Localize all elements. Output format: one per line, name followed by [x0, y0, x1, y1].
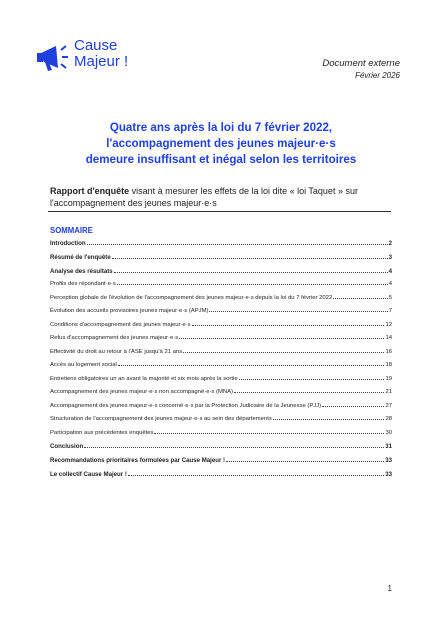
toc-leader-dots [192, 325, 385, 326]
toc-entry-page: 12 [385, 322, 392, 328]
toc-leader-dots [234, 392, 384, 393]
toc-entry[interactable] [50, 281, 392, 288]
toc-entry[interactable] [50, 308, 392, 315]
toc-entry-label: Analyse des résultats [50, 268, 113, 275]
logo [36, 38, 146, 78]
toc-entry-page: 31 [385, 443, 392, 450]
toc-entry-page: 19 [385, 376, 392, 382]
toc-entry-page: 18 [385, 362, 392, 368]
toc-entry[interactable] [50, 416, 392, 423]
toc-leader-dots [154, 433, 384, 434]
megaphone-icon [36, 42, 70, 72]
toc-entry-label: Le collectif Cause Majeur ! [50, 471, 127, 478]
toc-entry[interactable] [50, 254, 392, 261]
toc-entry-label: Accompagnement des jeunes majeur·e·s non accompagné·e·s (MNA) [50, 389, 234, 395]
summary-heading: SOMMAIRE [50, 226, 93, 235]
toc-entry-page: 4 [388, 268, 392, 275]
toc-leader-dots [117, 284, 388, 285]
toc-entry[interactable] [50, 443, 392, 450]
toc-entry-label: Résumé de l'enquête [50, 254, 111, 261]
toc-entry-label: Conditions d'accompagnement des jeunes majeur·e·s [50, 322, 191, 328]
toc-entry-page: 27 [385, 403, 392, 409]
toc-leader-dots [322, 406, 384, 407]
toc-entry-label: Structuration de l'accompagnement des jeunes majeur·e·s au sein des départements [50, 416, 272, 422]
report-intro [50, 185, 390, 209]
toc-entry-page: 16 [385, 349, 392, 355]
toc-entry[interactable] [50, 471, 392, 478]
toc-entry-label: Entretiens obligatoires un an avant la majorité et six mois après la sortie [50, 376, 238, 382]
toc-entry[interactable] [50, 240, 392, 247]
document-date: Février 2026 [355, 71, 400, 80]
toc-leader-dots [84, 447, 384, 448]
toc-entry[interactable] [50, 322, 392, 329]
toc-entry-page: 33 [385, 457, 392, 464]
title-line-1: Quatre ans après la loi du 7 février 2022, [109, 121, 333, 134]
toc-leader-dots [114, 272, 388, 273]
toc-leader-dots [87, 244, 388, 245]
toc-entry-page: 14 [385, 335, 392, 341]
toc-entry[interactable] [50, 268, 392, 275]
toc-entry-page: 5 [388, 295, 392, 301]
toc-entry-label: Conclusion [50, 443, 84, 450]
document-type: Document externe [322, 58, 400, 69]
page-number: 1 [387, 584, 392, 593]
toc-entry[interactable] [50, 349, 392, 356]
toc-leader-dots [112, 258, 388, 259]
toc-leader-dots [128, 475, 384, 476]
toc-entry-label: Accompagnement des jeunes majeur·e·s concerné·e·s par la Protection Judiciaire de la Jeunesse (PJJ) [50, 403, 322, 409]
toc-leader-dots [183, 352, 384, 353]
toc-entry-label: Perception globale de l'évolution de l'accompagnement des jeunes majeur·e·s depuis la loi du 7 février 2022 [50, 295, 333, 301]
toc-leader-dots [273, 419, 385, 420]
toc-entry-page: 4 [388, 281, 392, 287]
toc-entry-page: 3 [388, 254, 392, 261]
toc-entry-page: 28 [385, 416, 392, 422]
toc-entry-label: Refus d'accompagnement des jeunes majeur·e·s [50, 335, 179, 341]
toc-entry[interactable] [50, 362, 392, 369]
toc-entry[interactable] [50, 335, 392, 342]
toc-leader-dots [333, 298, 387, 299]
title-line-3: demeure insuffisant et inégal selon les territoires [85, 153, 357, 166]
toc-entry-page: 30 [385, 430, 392, 436]
toc-entry[interactable] [50, 430, 392, 437]
toc-entry-page: 7 [388, 308, 392, 314]
intro-line-2: l'accompagnement des jeunes majeur·e·s [50, 198, 217, 208]
toc-entry-label: Profils des répondant·e·s [50, 281, 116, 287]
toc-entry-label: Effectivité du droit au retour à l'ASE jusqu'à 21 ans [50, 349, 183, 355]
toc-leader-dots [226, 461, 384, 462]
title-line-2: l'accompagnement des jeunes majeur·e·s [106, 137, 336, 150]
toc-entry-page: 33 [385, 471, 392, 478]
toc-entry-label: Recommandations prioritaires formulées par Cause Majeur ! [50, 457, 226, 464]
toc-entry-label: Évolution des accueils provisoires jeunes majeur·e·s (APJM) [50, 308, 209, 314]
toc-entry-label: Introduction [50, 240, 86, 247]
document-header [322, 58, 400, 81]
divider [48, 211, 391, 212]
logo-line-2: Majeur ! [74, 53, 129, 70]
toc-entry-label: Participation aux précédentes enquêtes [50, 430, 154, 436]
intro-rest: visant à mesurer les effets de la loi dite « loi Taquet » sur [129, 186, 358, 196]
toc-entry[interactable] [50, 295, 392, 302]
toc-leader-dots [118, 365, 385, 366]
logo-wordmark [74, 38, 128, 70]
toc-leader-dots [209, 311, 387, 312]
toc-entry[interactable] [50, 457, 392, 464]
toc-entry-page: 21 [385, 389, 392, 395]
logo-line-1: Cause [74, 37, 118, 54]
toc-entry-page: 2 [388, 240, 392, 247]
toc-leader-dots [179, 338, 384, 339]
intro-bold: Rapport d'enquête [50, 186, 130, 196]
toc-entry[interactable] [50, 403, 392, 410]
toc-entry[interactable] [50, 389, 392, 396]
toc-entry[interactable] [50, 376, 392, 383]
toc-leader-dots [239, 379, 385, 380]
report-title [40, 120, 402, 168]
toc-entry-label: Accès au logement social [50, 362, 117, 368]
